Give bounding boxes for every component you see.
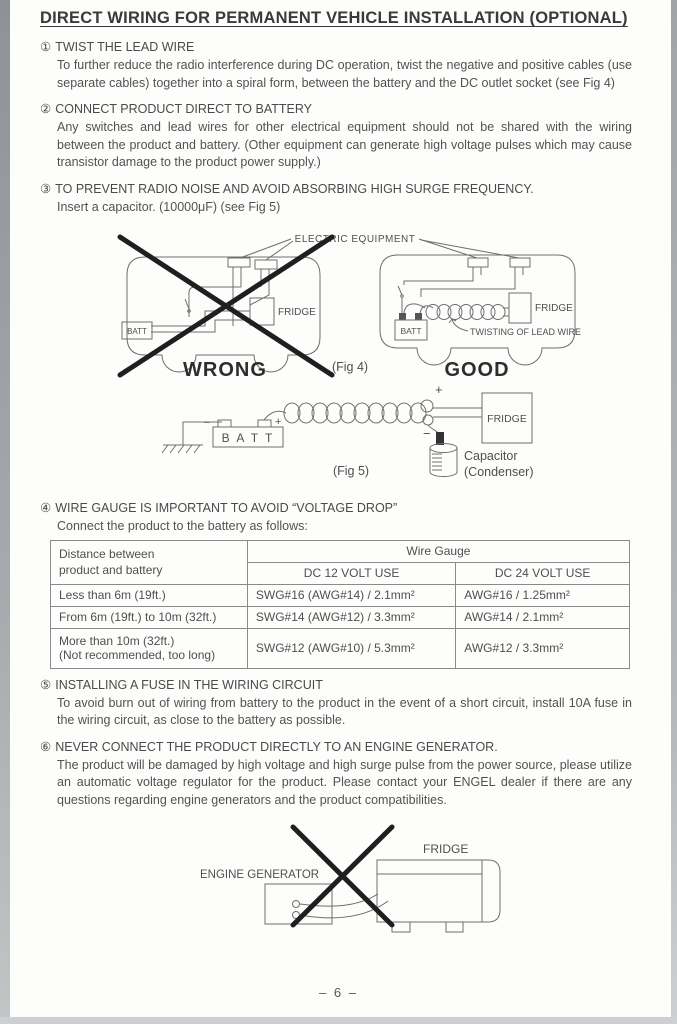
wrong-label: WRONG — [183, 359, 267, 380]
distance-line2: (Not recommended, too long) — [59, 648, 216, 662]
capacitor-label: Capacitor — [464, 449, 518, 463]
distance-header-line1: Distance between — [59, 547, 155, 561]
batt-label: B A T T — [221, 431, 275, 445]
plus-sign: + — [435, 382, 443, 397]
section-number: ④ — [40, 501, 52, 515]
section-heading-text: NEVER CONNECT THE PRODUCT DIRECTLY TO AN ENGINE GENERATOR. — [55, 739, 498, 754]
wire-loop — [423, 415, 433, 425]
section-number: ① — [40, 40, 52, 54]
section-heading — [40, 677, 632, 692]
scan-edge-right — [671, 0, 677, 1024]
section-wire-gauge — [40, 500, 632, 536]
condenser-label: (Condenser) — [464, 465, 534, 479]
capacitor-drawing — [428, 425, 457, 477]
section-number: ⑤ — [40, 677, 52, 692]
section-twist-lead-wire — [40, 39, 632, 92]
page-title: DIRECT WIRING FOR PERMANENT VEHICLE INSTALLATION (OPTIONAL) — [40, 9, 628, 27]
twisting-of-lead-wire-label: TWISTING OF LEAD WIRE — [470, 327, 582, 337]
section-heading — [40, 739, 632, 754]
section-connect-to-battery — [40, 101, 632, 172]
table-row — [51, 628, 630, 668]
minus-terminal-sign: − — [203, 417, 210, 429]
wrong-vehicle-drawing — [120, 237, 332, 380]
section-number: ② — [40, 102, 52, 116]
distance-line1: More than 10m (32ft.) — [59, 634, 175, 648]
distance-cell — [51, 628, 248, 668]
section-never-engine-generator — [40, 739, 632, 810]
page-number: – 6 – — [319, 985, 358, 1000]
section-body: Connect the product to the battery as follows: — [57, 519, 308, 533]
section-heading-text: CONNECT PRODUCT DIRECT TO BATTERY — [55, 102, 312, 116]
section-body: To avoid burn out of wiring from battery to the product in the event of a short circuit, install 10A fuse in the wiring circuit, as close to the battery as possible. — [57, 695, 632, 727]
leader-line — [240, 239, 291, 258]
fridge-drawing — [377, 860, 500, 932]
distance-cell: From 6m (19ft.) to 10m (32ft.) — [51, 606, 248, 628]
table-group-header-row — [51, 540, 630, 562]
wire-gauge-table — [50, 540, 630, 669]
section-number: ③ — [40, 181, 52, 196]
dc24-header-cell: DC 24 VOLT USE — [456, 562, 630, 584]
section-heading — [40, 39, 632, 54]
dc12-cell: SWG#12 (AWG#10) / 5.3mm² — [247, 628, 455, 668]
good-vehicle-drawing — [380, 255, 581, 380]
dc24-cell: AWG#16 / 1.25mm² — [456, 584, 630, 606]
distance-header-line2: product and battery — [59, 563, 163, 577]
distance-header-cell — [51, 540, 248, 584]
batt-label: BATT — [400, 326, 422, 336]
fig5-capacitor-diagram — [130, 380, 570, 495]
section-heading — [40, 500, 632, 515]
section-body: Any switches and lead wires for other electrical equipment should not be shared with the wiring between the product and battery. (Other equipment can generate high voltage pulses which may cause transistor damage to the product power supply.) — [57, 120, 632, 169]
electric-equipment-label: ELECTRIC EQUIPMENT — [294, 234, 416, 245]
section-body: Insert a capacitor. (10000μF) (see Fig 5) — [57, 199, 281, 214]
dc12-cell: SWG#14 (AWG#12) / 3.3mm² — [247, 606, 455, 628]
minus-sign: − — [423, 426, 431, 441]
fig4-caption: (Fig 4) — [331, 360, 369, 374]
table-row — [51, 606, 630, 628]
section-body: The product will be damaged by high voltage and high surge pulse from the power source, please utilize an automatic voltage regulator for the product. Please contact your ENGEL dealer if there are any questions regarding engine generators and the product compatibilities. — [57, 757, 632, 807]
dc12-cell: SWG#16 (AWG#14) / 2.1mm² — [247, 584, 455, 606]
distance-cell: Less than 6m (19ft.) — [51, 584, 248, 606]
section-number: ⑥ — [40, 739, 52, 754]
section-installing-fuse — [40, 677, 632, 730]
section-heading-text: TWIST THE LEAD WIRE — [55, 40, 195, 54]
page-content — [40, 9, 632, 940]
good-label: GOOD — [444, 359, 510, 380]
section-heading — [40, 181, 632, 196]
wire-loop — [421, 400, 433, 412]
fridge-label: FRIDGE — [423, 842, 469, 856]
section-heading-text: TO PREVENT RADIO NOISE AND AVOID ABSORBING HIGH SURGE FREQUENCY. — [55, 181, 534, 196]
section-heading-text: WIRE GAUGE IS IMPORTANT TO AVOID “VOLTAGE DROP” — [55, 501, 398, 515]
section-body: To further reduce the radio interference during DC operation, twist the negative and positive cables (use separate cables) together into a spiral form, between the battery and the DC outlet socket (see Fig 4) — [57, 58, 632, 90]
battery-drawing — [204, 416, 283, 447]
fridge-label: FRIDGE — [535, 303, 573, 314]
fridge-label: FRIDGE — [487, 413, 527, 425]
dc24-cell: AWG#14 / 2.1mm² — [456, 606, 630, 628]
table-row — [51, 584, 630, 606]
batt-label: BATT — [127, 327, 147, 336]
scan-edge-left — [0, 0, 10, 1024]
fig6-engine-generator-diagram — [180, 822, 510, 940]
section-heading-text: INSTALLING A FUSE IN THE WIRING CIRCUIT — [55, 677, 323, 692]
fig5-caption: (Fig 5) — [332, 464, 370, 478]
fig4-wiring-diagram — [85, 225, 615, 380]
wire-gauge-header-cell: Wire Gauge — [247, 540, 629, 562]
scan-edge-bottom — [0, 1017, 677, 1024]
dc24-cell: AWG#12 / 3.3mm² — [456, 628, 630, 668]
section-prevent-radio-noise — [40, 181, 632, 217]
section-heading — [40, 101, 632, 116]
plus-terminal-sign: + — [275, 416, 282, 428]
engine-generator-label: ENGINE GENERATOR — [200, 869, 320, 881]
dc12-header-cell: DC 12 VOLT USE — [247, 562, 455, 584]
twisted-wire-coil — [284, 403, 426, 423]
fridge-label: FRIDGE — [278, 307, 316, 318]
